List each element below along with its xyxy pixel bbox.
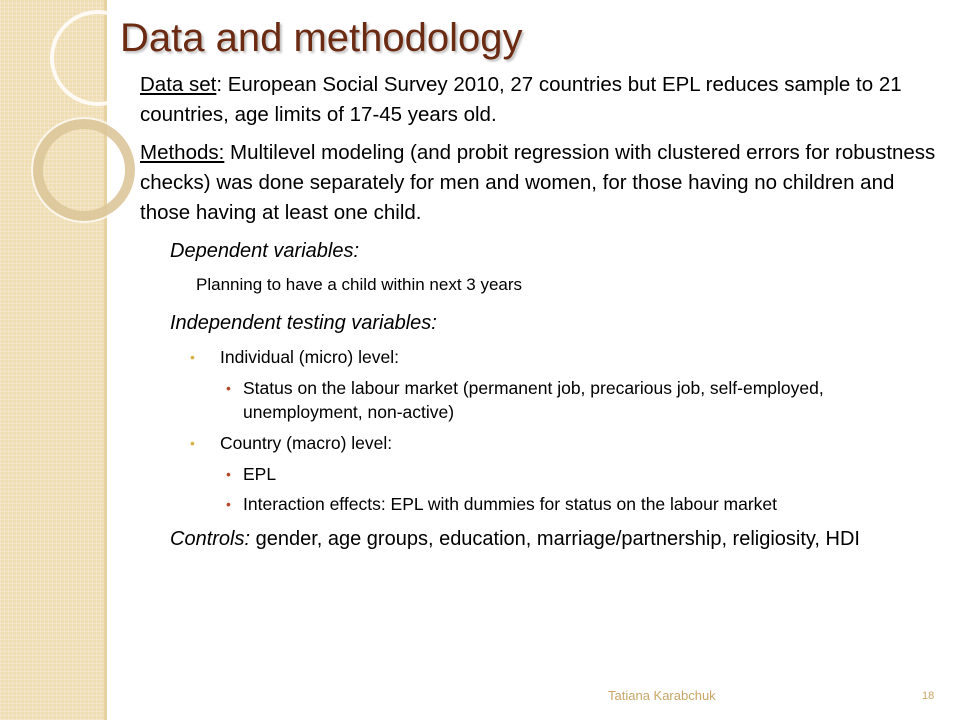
controls-paragraph xyxy=(170,524,860,554)
macro-epl-label: EPL xyxy=(243,464,277,484)
macro-interaction-label: Interaction effects: EPL with dummies for status on the labour market xyxy=(243,494,778,514)
macro-interaction-item xyxy=(226,492,940,516)
methods-paragraph xyxy=(140,138,940,228)
bullet-icon: • xyxy=(226,380,231,396)
methods-text: Multilevel modeling (and probit regression with clustered errors for robustness checks) was done separately for men and women, for those having no children and those having at least one child. xyxy=(140,141,936,224)
micro-status-label: Status on the labour market (permanent job, precarious job, self-employed, unemployment, non-active) xyxy=(243,378,824,422)
footer-author: Tatiana Karabchuk xyxy=(608,688,716,703)
bullet-icon: • xyxy=(190,349,195,365)
bullet-icon: • xyxy=(226,466,231,482)
footer-page-number: 18 xyxy=(922,690,935,702)
micro-status-item xyxy=(226,376,940,424)
controls-label: Controls: xyxy=(170,528,251,550)
slide-title: Data and methodology xyxy=(120,16,523,60)
macro-level-item xyxy=(190,430,940,456)
data-set-text: : European Social Survey 2010, 27 countries but EPL reduces sample to 21 countries, age limits of 17-45 years old. xyxy=(140,73,902,126)
data-set-label: Data set xyxy=(140,73,217,96)
methods-label: Methods: xyxy=(140,141,225,164)
dependent-variable-item: Planning to have a child within next 3 years xyxy=(196,275,523,294)
micro-level-item xyxy=(190,344,940,370)
controls-text: gender, age groups, education, marriage/partnership, religiosity, HDI xyxy=(250,528,860,550)
dependent-variables-heading: Dependent variables: xyxy=(170,240,360,262)
macro-epl-item xyxy=(226,462,940,486)
slide-content xyxy=(140,70,940,554)
bullet-icon: • xyxy=(226,496,231,512)
macro-level-label: Country (macro) level: xyxy=(220,433,393,453)
bullet-icon: • xyxy=(190,435,195,451)
micro-level-label: Individual (micro) level: xyxy=(220,347,399,367)
independent-variables-heading: Independent testing variables: xyxy=(170,312,437,334)
data-set-paragraph xyxy=(140,70,940,130)
